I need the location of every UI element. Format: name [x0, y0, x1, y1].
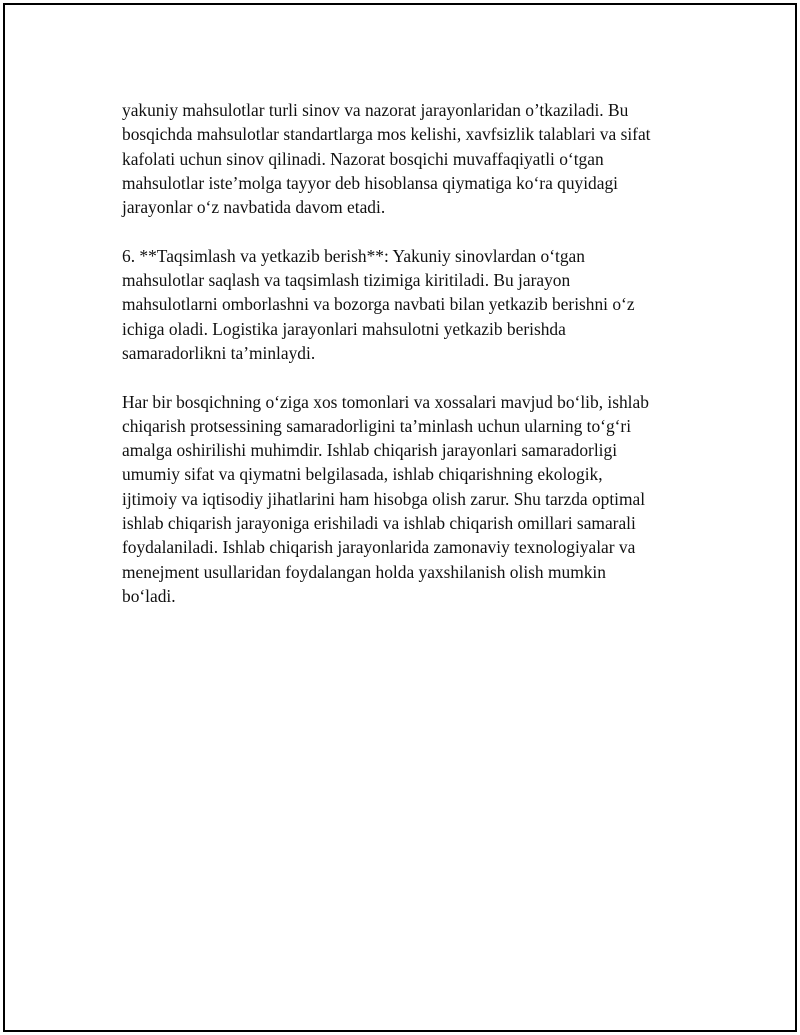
page-frame	[3, 3, 797, 1032]
text-line: samaradorlikni ta’minlaydi.	[122, 342, 316, 363]
text-line: 6. **Taqsimlash va yetkazib berish**: Yakuniy sinovlardan o‘tgan	[122, 245, 585, 266]
text-line: yakuniy mahsulotlar turli sinov va nazorat jarayonlaridan o’tkaziladi. Bu	[122, 100, 629, 120]
text-line: umumiy sifat va qiymatni belgilasada, ishlab chiqarishning ekologik,	[122, 464, 603, 485]
text-line: Har bir bosqichning o‘ziga xos tomonlari va xossalari mavjud bo‘lib, ishlab	[122, 391, 649, 412]
paragraph-distribution	[122, 244, 692, 365]
text-line: mahsulotlar iste’molga tayyor deb hisoblansa qiymatiga ko‘ra quyidagi	[122, 172, 618, 193]
text-line: menejment usullaridan foydalangan holda yaxshilanish olish mumkin	[122, 561, 606, 582]
paragraph-conclusion	[122, 390, 692, 609]
text-line: ichiga oladi. Logistika jarayonlari mahsulotni yetkazib berishda	[122, 318, 566, 339]
text-line: kafolati uchun sinov qilinadi. Nazorat bosqichi muvaffaqiyatli o‘tgan	[122, 148, 604, 169]
text-line: bo‘ladi.	[122, 585, 176, 606]
text-line: foydalaniladi. Ishlab chiqarish jarayonlarida zamonaviy texnologiyalar va	[122, 537, 636, 558]
text-line: jarayonlar o‘z navbatida davom etadi.	[122, 197, 386, 218]
paragraph-testing	[122, 98, 692, 219]
text-line: chiqarish protsessining samaradorligini ta’minlash uchun ularning to‘g‘ri	[122, 415, 632, 436]
text-line: bosqichda mahsulotlar standartlarga mos kelishi, xavfsizlik talablari va sifat	[122, 124, 651, 145]
text-line: amalga oshirilishi muhimdir. Ishlab chiqarish jarayonlari samaradorligi	[122, 440, 618, 461]
text-line: ishlab chiqarish jarayoniga erishiladi va ishlab chiqarish omillari samarali	[122, 513, 636, 534]
text-line: ijtimoiy va iqtisodiy jihatlarini ham hisobga olish zarur. Shu tarzda optimal	[122, 488, 646, 509]
text-line: mahsulotlar saqlash va taqsimlash tizimiga kiritiladi. Bu jarayon	[122, 270, 571, 291]
document-body	[122, 98, 692, 633]
text-line: mahsulotlarni omborlashni va bozorga navbati bilan yetkazib berishni o‘z	[122, 294, 635, 315]
